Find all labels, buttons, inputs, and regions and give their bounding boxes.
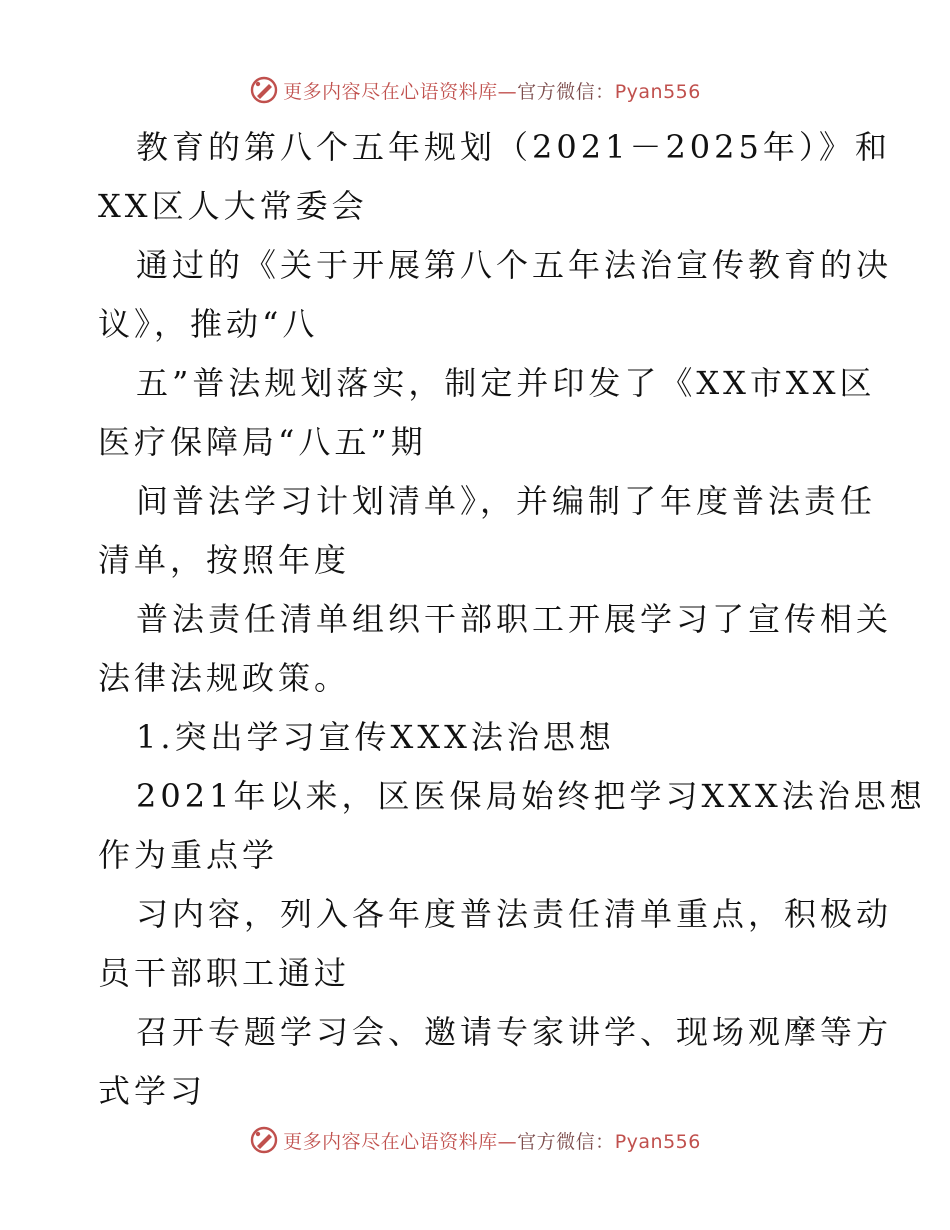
body-line: 法律法规政策。	[98, 659, 351, 697]
section-heading: 1.突出学习宣传XXX法治思想	[136, 718, 615, 756]
body-line: XX区人大常委会	[98, 187, 368, 225]
pen-circle-icon	[249, 75, 279, 105]
header-banner	[0, 72, 950, 108]
body-line: 召开专题学习会、邀请专家讲学、现场观摩等方	[136, 1013, 893, 1051]
banner-wechat-id: Pyan556	[614, 1130, 701, 1153]
body-line: 习内容，列入各年度普法责任清单重点，积极动	[136, 895, 893, 933]
body-line: 作为重点学	[98, 836, 279, 874]
banner-brand: 更多内容尽在心语资料库	[283, 80, 498, 103]
banner-separator: —	[497, 1130, 518, 1153]
banner-separator: —	[497, 80, 518, 103]
body-line: 议》，推动“八	[98, 305, 319, 343]
banner-wechat-label: 官方微信：	[517, 80, 615, 103]
body-line: 式学习	[98, 1072, 207, 1110]
body-line: 清单，按照年度	[98, 541, 351, 579]
body-line: 五”普法规划落实，制定并印发了《XX市XX区	[136, 364, 876, 402]
document-body	[98, 118, 926, 1121]
body-line: 医疗保障局“八五”期	[98, 423, 427, 461]
header-banner-text	[283, 77, 701, 104]
banner-wechat-label: 官方微信：	[517, 1130, 615, 1153]
body-line: 间普法学习计划清单》，并编制了年度普法责任	[136, 482, 877, 520]
body-line: 员干部职工通过	[98, 954, 351, 992]
footer-banner	[0, 1122, 950, 1158]
banner-brand: 更多内容尽在心语资料库	[283, 1130, 498, 1153]
body-line: 2021年以来，区医保局始终把学习XXX法治思想	[136, 777, 926, 815]
body-line: 教育的第八个五年规划（2021－2025年）》和	[136, 128, 891, 166]
pen-circle-icon	[249, 1125, 279, 1155]
footer-banner-text	[283, 1127, 701, 1154]
body-line: 通过的《关于开展第八个五年法治宣传教育的决	[136, 246, 893, 284]
banner-wechat-id: Pyan556	[614, 80, 701, 103]
body-line: 普法责任清单组织干部职工开展学习了宣传相关	[136, 600, 893, 638]
